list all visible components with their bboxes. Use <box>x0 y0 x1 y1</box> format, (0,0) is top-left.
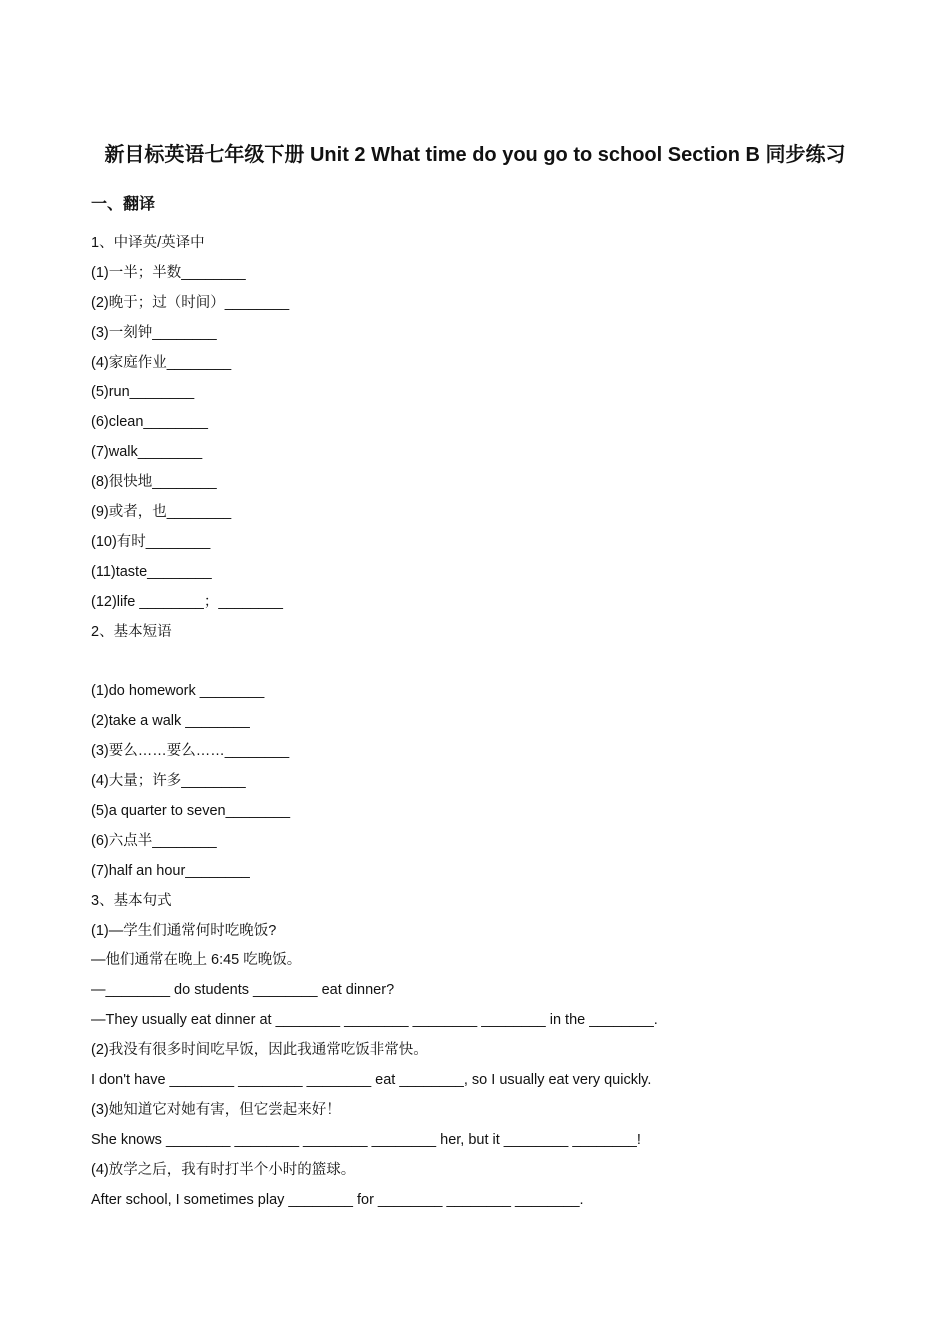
exercise-lines <box>91 229 891 1215</box>
exercise-item: (6)六点半________ <box>91 832 217 849</box>
exercise-item: She knows ________ ________ ________ ________ her, but it ________ ________! <box>91 1131 641 1148</box>
exercise-item: (1)—学生们通常何时吃晚饭? <box>91 922 277 939</box>
exercise-item: (9)或者，也________ <box>91 504 232 521</box>
exercise-item: I don't have ________ ________ ________ eat ________, so I usually eat very quickly. <box>91 1071 652 1088</box>
exercise-item: (10)有时________ <box>91 533 211 550</box>
exercise-item: (1)do homework ________ <box>91 683 265 700</box>
exercise-item: (4)放学之后，我有时打半个小时的篮球。 <box>91 1161 356 1178</box>
exercise-item: (7)walk________ <box>91 444 203 461</box>
page-title: 新目标英语七年级下册 Unit 2 What time do you go to school Section B 同步练习 <box>104 144 846 166</box>
exercise-item: (3)她知道它对她有害，但它尝起来好！ <box>91 1101 341 1118</box>
exercise-item: (3)一刻钟________ <box>91 324 217 341</box>
exercise-item: —________ do students ________ eat dinner? <box>91 982 395 999</box>
subsection-heading: 1、中译英/英译中 <box>91 235 205 251</box>
exercise-item: (7)half an hour________ <box>91 862 250 879</box>
exercise-item: (12)life ________；________ <box>91 593 283 610</box>
exercise-item: (4)大量；许多________ <box>91 773 246 790</box>
subsection-heading: 3、基本句式 <box>91 892 172 909</box>
exercise-item: —They usually eat dinner at ________ ________ ________ ________ in the ________. <box>91 1012 658 1029</box>
exercise-item: (2)我没有很多时间吃早饭，因此我通常吃饭非常快。 <box>91 1042 428 1059</box>
section-heading: 一、翻译 <box>91 196 156 213</box>
exercise-item: —他们通常在晚上 6:45 吃晚饭。 <box>91 952 302 969</box>
exercise-item: (8)很快地________ <box>91 474 217 491</box>
exercise-item: (6)clean________ <box>91 414 208 431</box>
exercise-item: (2)take a walk ________ <box>91 713 250 730</box>
exercise-item: After school, I sometimes play ________ for ________ ________ ________. <box>91 1191 584 1208</box>
exercise-item: (2)晚于；过（时间）________ <box>91 294 290 311</box>
subsection-heading: 2、基本短语 <box>91 623 172 640</box>
exercise-item: (1)一半；半数________ <box>91 264 246 281</box>
exercise-item: (5)run________ <box>91 384 195 401</box>
exercise-item: (11)taste________ <box>91 563 212 580</box>
exercise-item: (5)a quarter to seven________ <box>91 802 291 819</box>
exercise-item: (4)家庭作业________ <box>91 354 232 371</box>
exercise-item: (3)要么……要么……________ <box>91 743 290 760</box>
